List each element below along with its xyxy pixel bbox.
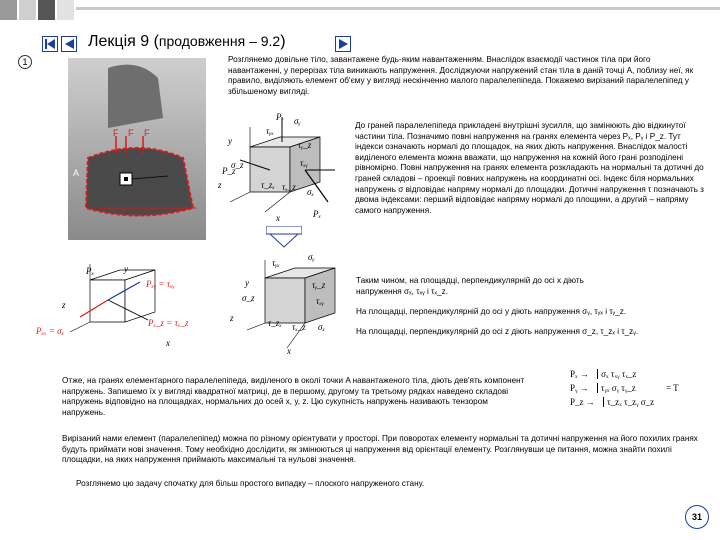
x-axis-label-3: x [287,346,291,356]
normal-x-text: Таким чином, на площадці, перпендикулярній до осі x діють напруження σₓ, τₓᵧ і τₓ_z. [356,276,584,296]
x-axis-label-2: x [166,338,170,348]
sigma-y-label-2: σᵧ [308,252,315,262]
tau-xy-label-1: τₓᵧ [300,158,308,168]
pxy-label: Pₓᵧ = τₓᵧ [146,279,175,289]
stress-tensor-matrix [570,367,690,415]
tensor-paragraph: Отже, на гранях елементарного паралелепіпеда, виділеного в околі точки A навантаженого тіла, діють дев'ять компонент напружень. Запишемо їх у вигляді квадратної матриці, де в першому, другому та третьому рядках наведено складові напружень відповідно на площадках, нормальних до осей x, y, z. Цю сукупність напружень називають тензором напружень. [62,376,525,417]
pxx-label: Pₓₓ = σₓ [36,326,65,336]
rotation-paragraph: Вирізаний нами елемент (паралелепіпед) можна по різному орієнтувати у просторі. При поворотах елементу нормальні та дотичні напруження на його похилих гранях будуть приймати нові значення. Тому необхідно дослідити, як змінюються ці напруження від орієнтації елементу. Розглянувши це питання, можна знайти похилі площадки, на яких напруження приймають максимальні та нульові значення. [62,434,698,465]
tau-yx-label-1: τᵧₓ [266,126,274,136]
triangle-right-icon [336,37,350,51]
face-x-diagram [60,262,170,342]
slide-number-badge: 1 [18,55,32,69]
sigma-z-label-2: σ_z [242,293,255,303]
stress-components-diagram [235,258,355,358]
matrix-row-1-cells: σₓ τₓᵧ τₓ_z [597,369,636,379]
px-label-1: Pₓ [313,209,322,219]
force-label-3: F [144,128,150,138]
matrix-row-3-cells: τ_zₓ τ_zᵧ σ_z [603,397,654,407]
pz-label-1: P_z [222,166,236,176]
normal-y-text: На площадці, перпендикулярній до осі y діють напруження σᵧ, τᵧₓ і τᵧ_z. [356,307,627,316]
matrix-row-1-label: Pₓ → [570,369,589,379]
previous-slide-button[interactable] [61,36,77,52]
next-slide-button[interactable] [335,36,351,52]
stress-description: До граней паралелепіпеда прикладені внутрішні зусилля, що замінюють дію відкинутої частини тіла. Позначимо повні напруження на гранях елемента через Pₓ, Pᵧ і P_z. Тут індекси означають нормалі до площадок, на яких діють напруження. Внаслідок малості виділеного елемента можна вважати, що напруження на кожній його грані розподілені рівномірно. Повні напруження на гранях елемента розкладають на нормальні та дотичні до граней складові – проекції повних напружень на координатні осі. Індекс біля нормальних напружень σ відповідає напряму нормалі до площадки. Дотичні напруження τ позначають з двома індексами: перший відповідає напряму нормалі до площини, а другий – напряму самого напруження. [355,121,704,215]
x-axis-label-1: x [276,213,280,223]
normal-z-text: На площадці, перпендикулярній до осі z діють напруження σ_z, τ_zₓ і τ_zᵧ. [356,327,639,336]
point-a-label: A [73,168,80,178]
matrix-row-2-cells: τᵧₓ σᵧ τᵧ_z [597,383,636,393]
tau-zx-label-1: τ_zₓ [261,180,275,190]
z-axis-label-3: z [230,313,234,323]
matrix-result: = T [666,383,679,393]
tau-xy-label-2: τₓᵧ [316,296,324,306]
z-axis-label-1: z [218,180,222,190]
intro-paragraph: Розглянемо довільне тіло, завантажене будь-яким навантаженням. Внаслідок взаємодії частинок тіла при його навантаженні, у перерізах тіла виникають напруження. Досліджуючи напружений стан тіла в даній точці А, поблизу неї, як правило, виділяють елемент об'єму у вигляді нескінченно малого паралелепіпеда. Покажемо вирізаний паралелепіпед у збільшеному вигляді. [228,55,694,96]
tau-yz-label-2: τᵧ_z [312,280,326,290]
tau-yx-label-2: τᵧₓ [272,258,280,268]
down-arrow-icon [266,226,302,248]
sigma-x-label-2: σₓ [318,322,325,332]
y-axis-label-2: y [124,264,128,274]
page-title: Лекція 9 (продовження – 9.2) [88,33,286,50]
sigma-y-label-1: σᵧ [294,116,301,126]
y-axis-label-1: y [228,136,232,146]
skip-back-icon [43,37,57,51]
force-label-2: F [128,128,134,138]
page-number-badge: 31 [685,505,709,529]
tau-xz-label-1: τₓ_z [282,182,296,192]
pxz-label: Pₓ_z = τₓ_z [148,318,189,328]
force-label-1: F [113,128,119,138]
matrix-row-2-label: Pᵧ → [570,383,589,393]
sigma-z-label-1: σ_z [231,160,244,170]
y-axis-label-3: y [245,278,249,288]
loaded-body-photo [68,58,206,240]
tau-yz-label-1: τᵧ_z [298,140,312,150]
px-label-2: Pₓ [86,266,95,276]
triangle-left-icon [62,37,76,51]
tau-zx-label-2: τ_zₓ [268,318,282,328]
py-label-1: Pᵧ [276,112,284,122]
top-decoration [0,0,720,24]
plane-stress-paragraph: Розглянемо цю задачу спочатку для більш простого випадку – плоского напруженого стану. [76,479,425,488]
matrix-row-3-label: P_z → [570,397,595,407]
tau-xz-label-2: τₓ_z [292,322,306,332]
sigma-x-label-1: σₓ [307,187,314,197]
first-slide-button[interactable] [42,36,58,52]
z-axis-label-2: z [62,300,66,310]
